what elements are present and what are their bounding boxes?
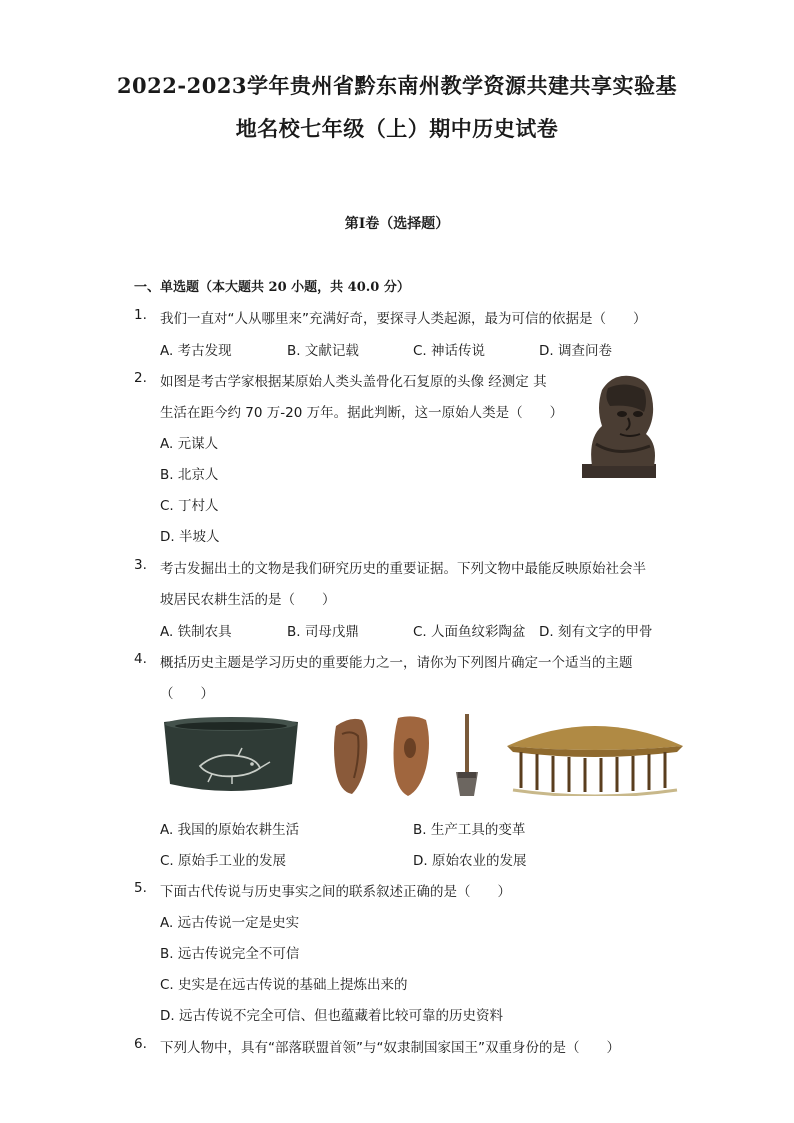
option-d: D. 调查问卷 bbox=[539, 343, 612, 359]
option-c: C. 神话传说 bbox=[413, 343, 486, 359]
question-number: 2. bbox=[134, 370, 147, 386]
question-text: 下列人物中，具有“部落联盟首领”与“奴隶制国家国王”双重身份的是（ ） bbox=[160, 1040, 620, 1056]
question-text: 生活在距今约 70 万-20 万年。据此判断，这一原始人类是（ ） bbox=[160, 405, 564, 421]
option-a: A. 考古发现 bbox=[160, 343, 232, 359]
question-text: 坡居民农耕生活的是（ ） bbox=[160, 592, 336, 608]
part-title: 一、单选题（本大题共 20 小题，共 40.0 分） bbox=[134, 280, 410, 295]
option-b: B. 司母戊鼎 bbox=[287, 624, 359, 640]
bone-tools-image bbox=[330, 712, 480, 802]
question-text: 考古发掘出土的文物是我们研究历史的重要证据。下列文物中最能反映原始社会半 bbox=[160, 561, 646, 577]
question-text: 下面古代传说与历史事实之间的联系叙述正确的是（ ） bbox=[160, 884, 511, 900]
question-number: 6. bbox=[134, 1036, 147, 1052]
option-d: D. 刻有文字的甲骨 bbox=[539, 624, 653, 640]
question-number: 5. bbox=[134, 880, 147, 896]
option-b: B. 文献记载 bbox=[287, 343, 359, 359]
option-c: C. 丁村人 bbox=[160, 498, 219, 514]
question-text: 概括历史主题是学习历史的重要能力之一，请你为下列图片确定一个适当的主题 bbox=[160, 655, 633, 671]
question-text: 我们一直对“人从哪里来”充满好奇，要探寻人类起源，最为可信的依据是（ ） bbox=[160, 311, 647, 327]
question-text: （ ） bbox=[160, 686, 214, 702]
option-b: B. 远古传说完全不可信 bbox=[160, 946, 300, 962]
option-a: A. 元谋人 bbox=[160, 436, 219, 452]
question-text: 如图是考古学家根据某原始人类头盖骨化石复原的头像 经测定 其 bbox=[160, 374, 547, 390]
question-number: 1. bbox=[134, 307, 147, 323]
option-a: A. 远古传说一定是史实 bbox=[160, 915, 300, 931]
option-d: D. 原始农业的发展 bbox=[413, 853, 527, 869]
option-c: C. 史实是在远古传说的基础上提炼出来的 bbox=[160, 977, 408, 993]
round-hut-image bbox=[505, 712, 685, 796]
option-c: C. 人面鱼纹彩陶盆 bbox=[413, 624, 526, 640]
option-d: D. 远古传说不完全可信、但也蕴藏着比较可靠的历史资料 bbox=[160, 1008, 503, 1024]
exam-title-line-2: 地名校七年级（上）期中历史试卷 bbox=[235, 116, 559, 141]
question-number: 4. bbox=[134, 651, 147, 667]
exam-title-line-1: 2022-2023学年贵州省黔东南州教学资源共建共享实验基 bbox=[116, 73, 678, 98]
bust-image bbox=[578, 368, 662, 484]
option-d: D. 半坡人 bbox=[160, 529, 220, 545]
question-number: 3. bbox=[134, 557, 147, 573]
option-b: B. 北京人 bbox=[160, 467, 219, 483]
option-b: B. 生产工具的变革 bbox=[413, 822, 526, 838]
option-a: A. 铁制农具 bbox=[160, 624, 232, 640]
option-a: A. 我国的原始农耕生活 bbox=[160, 822, 300, 838]
option-c: C. 原始手工业的发展 bbox=[160, 853, 287, 869]
pottery-bowl-image bbox=[160, 714, 302, 798]
section-title: 第I卷（选择题） bbox=[344, 216, 450, 232]
